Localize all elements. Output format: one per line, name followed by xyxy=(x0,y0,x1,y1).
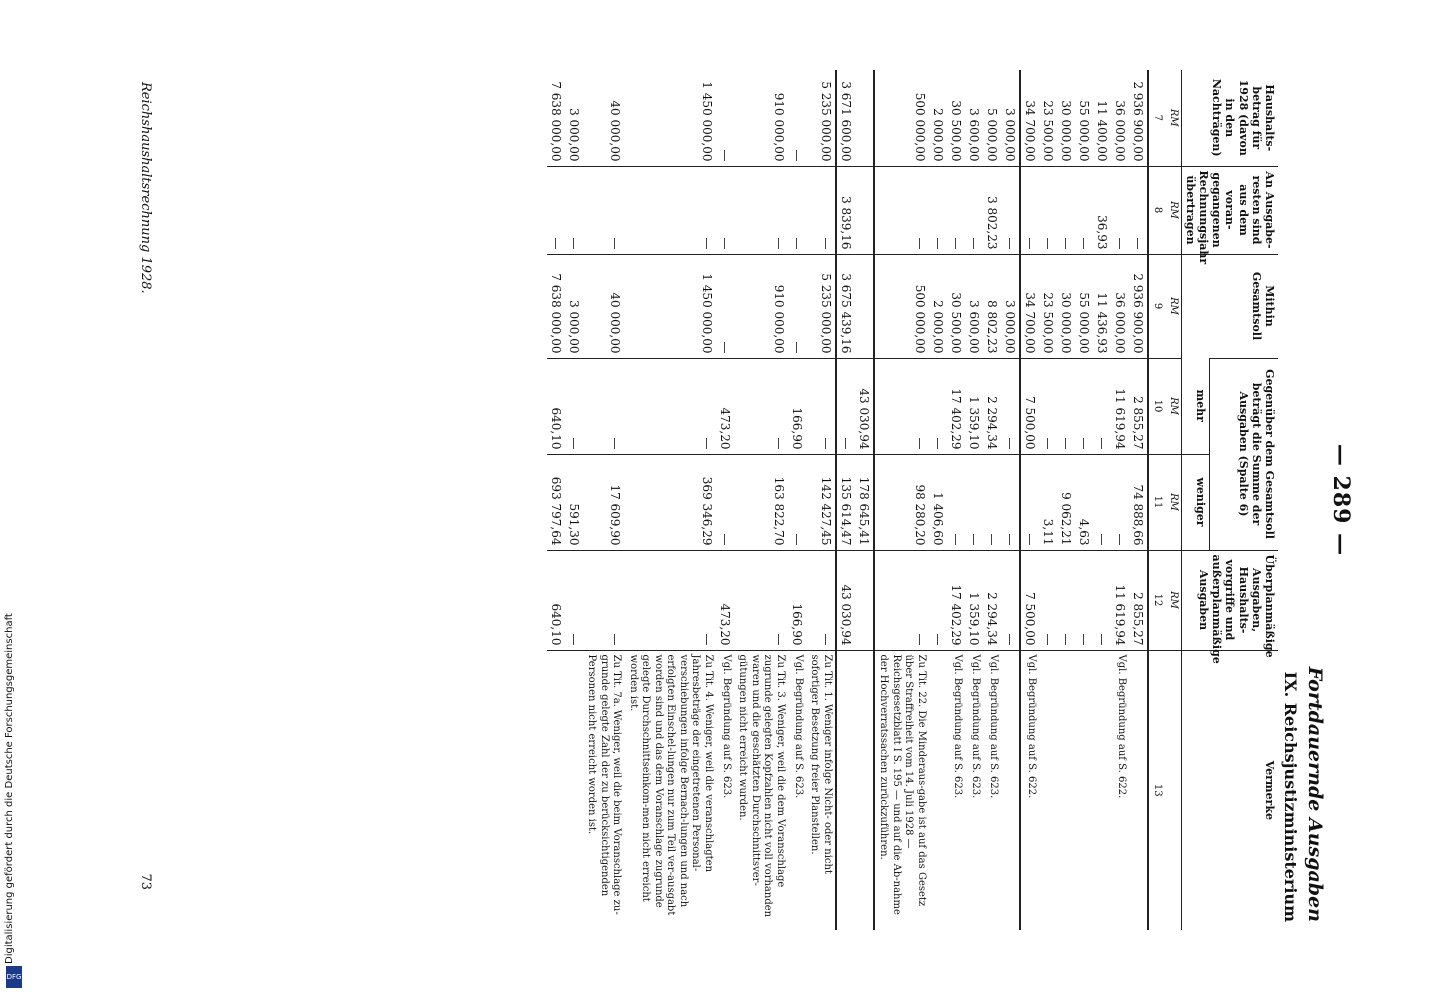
cell-c9: 1 450 000,00 xyxy=(624,254,716,358)
cell-c12: — xyxy=(1075,550,1093,650)
cell-c7: 3 600,00 xyxy=(966,108,981,162)
cell-c13 xyxy=(1001,650,1020,930)
cell-c12: 2 294,34 xyxy=(983,550,1001,650)
cell-c10: — xyxy=(1093,358,1111,454)
cell-c13 xyxy=(836,650,855,930)
cell-c8: — xyxy=(565,166,583,254)
dfg-sidebar xyxy=(4,4,26,994)
cell-c7: 3 000,00 xyxy=(566,108,581,162)
cell-c10: 11 619,94 xyxy=(1111,358,1129,454)
cell-c9 xyxy=(855,254,874,358)
cell-c8: — xyxy=(806,166,836,254)
cell-c9: 55 000,00 xyxy=(1075,254,1093,358)
cell-c10: — xyxy=(1075,358,1093,454)
scanned-sheet xyxy=(120,50,1360,950)
cell-c9: 2 936 900,00 xyxy=(1129,254,1148,358)
cell-c7: 36 000,00 xyxy=(1112,100,1127,162)
cell-c13 xyxy=(929,650,947,930)
cell-c12: — xyxy=(565,550,583,650)
cell-c11: 693 797,64 xyxy=(547,454,565,550)
cell-c7 xyxy=(855,70,874,166)
header-col12: Überplanmäßige Ausgaben, Haushalts-vorgriffe und außerplanmäßige Ausgaben xyxy=(1181,550,1278,650)
cell-c7: — xyxy=(789,149,804,162)
cell-c13: Vgl. Begründung auf S. 623. xyxy=(788,650,806,930)
page-title: Fortdauernde Ausgaben xyxy=(1304,666,1326,922)
cell-c11: 1 406,60 xyxy=(929,454,947,550)
table-body xyxy=(547,70,1148,930)
cell-c12 xyxy=(855,550,874,650)
cell-c10: 17 402,29 xyxy=(947,358,965,454)
page-number: — 289 — xyxy=(1328,443,1354,557)
cell-c7: 40 000,00 xyxy=(608,100,623,162)
cell-c13: Zu Tit. 7a. Weniger, weil die beim Voranschlage zu-grunde gelegte Zahl der zu berücksichtigenden Personen nicht erreicht worden ist. xyxy=(583,650,625,930)
cell-c11: — xyxy=(788,454,806,550)
cell-c10: — xyxy=(836,358,855,454)
cell-c13 xyxy=(855,650,874,930)
cell-c8: — xyxy=(874,166,929,254)
cell-c8: 3 802,23 xyxy=(983,166,1001,254)
column-number: 7 xyxy=(1148,70,1165,166)
cell-c8: 36,93 xyxy=(1093,166,1111,254)
cell-c12: 473,20 xyxy=(716,550,734,650)
unit-label: RM xyxy=(1165,254,1182,358)
budget-table-wrap xyxy=(278,70,1278,930)
table-row xyxy=(788,70,806,930)
cell-c10: 640,10 xyxy=(547,358,565,454)
table-row xyxy=(1075,70,1093,930)
cell-c13 xyxy=(1129,650,1148,930)
cell-c13 xyxy=(1075,650,1093,930)
cell-c13: Vgl. Begründung auf S. 623. xyxy=(965,650,983,930)
cell-c10: — xyxy=(565,358,583,454)
cell-c8: — xyxy=(716,166,734,254)
cell-c8: — xyxy=(1057,166,1075,254)
table-row xyxy=(929,70,947,930)
cell-c11: 9 062,21 xyxy=(1057,454,1075,550)
cell-c11: 369 346,29 xyxy=(624,454,716,550)
cell-c8: — xyxy=(1020,166,1039,254)
cell-c8: — xyxy=(788,166,806,254)
unit-label: RM xyxy=(1165,166,1182,254)
table-row xyxy=(1039,70,1057,930)
cell-c8: — xyxy=(734,166,788,254)
cell-c12: — xyxy=(1001,550,1020,650)
cell-c9: 23 500,00 xyxy=(1039,254,1057,358)
cell-c11: — xyxy=(983,454,1001,550)
table-row xyxy=(547,70,565,930)
cell-c12: 7 500,00 xyxy=(1020,550,1039,650)
header-col8: An Ausgabe-resten sind aus dem voran-gegangenen Rechnungsjahr übertragen xyxy=(1181,166,1278,254)
cell-c11: 98 280,20 xyxy=(874,454,929,550)
cell-c10: 166,90 xyxy=(788,358,806,454)
cell-c9: 3 600,00 xyxy=(965,254,983,358)
cell-c8: 3 839,16 xyxy=(836,166,855,254)
cell-c11: 3,11 xyxy=(1039,454,1057,550)
cell-c10: 2 294,34 xyxy=(983,358,1001,454)
cell-c12: 17 402,29 xyxy=(947,550,965,650)
cell-c9: 3 000,00 xyxy=(1001,254,1020,358)
cell-c12: 640,10 xyxy=(547,550,565,650)
table-row xyxy=(836,70,855,930)
footer-page: 73 xyxy=(138,873,153,890)
cell-c12: — xyxy=(734,550,788,650)
cell-c8: — xyxy=(1111,166,1129,254)
cell-c7: — xyxy=(717,149,732,162)
cell-c9: 8 802,23 xyxy=(983,254,1001,358)
cell-c7: 500 000,00 xyxy=(912,92,927,162)
unit-label: RM xyxy=(1165,358,1182,454)
cell-c7: 5 235 000,00 xyxy=(806,70,836,166)
cell-c12: — xyxy=(874,550,929,650)
cell-c13: Zu Tit. 1. Weniger infolge Nicht- oder nicht sofortiger Besetzung freier Planstellen. xyxy=(806,650,836,930)
cell-c10: — xyxy=(583,358,625,454)
column-number: 12 xyxy=(1148,550,1165,650)
cell-c13: Zu Tit. 3. Weniger, weil die dem Voranschlage zugrunde gelegten Kopfzahlen nicht voll vorhanden waren und die geschätzten Durchschnittsver-gütungen nicht erreicht wurden. xyxy=(734,650,788,930)
cell-c13: Vgl. Begründung auf S. 623. xyxy=(983,650,1001,930)
cell-c9: 3 675 439,16 xyxy=(836,254,855,358)
cell-c8: — xyxy=(947,166,965,254)
cell-c12: — xyxy=(806,550,836,650)
header-col10: mehr xyxy=(1181,358,1209,454)
cell-c8: — xyxy=(965,166,983,254)
cell-c13 xyxy=(547,650,565,930)
cell-c12: 166,90 xyxy=(788,550,806,650)
cell-c11: — xyxy=(1111,454,1129,550)
cell-c11: 163 822,70 xyxy=(734,454,788,550)
cell-c10: 1 359,10 xyxy=(965,358,983,454)
cell-c9: — xyxy=(716,254,734,358)
cell-c7: 910 000,00 xyxy=(771,92,786,162)
dfg-logo-icon: DFG xyxy=(6,966,22,988)
cell-c10: 473,20 xyxy=(716,358,734,454)
cell-c12: — xyxy=(929,550,947,650)
cell-c7: 2 000,00 xyxy=(930,108,945,162)
cell-c7: 7 638 000,00 xyxy=(548,81,563,162)
cell-c11: 142 427,45 xyxy=(806,454,836,550)
cell-c7: 3 000,00 xyxy=(1001,70,1020,166)
cell-c7: 2 936 900,00 xyxy=(1130,81,1145,162)
cell-c9: 11 436,93 xyxy=(1093,254,1111,358)
cell-c12: 11 619,94 xyxy=(1111,550,1129,650)
cell-c8: — xyxy=(547,166,565,254)
cell-c9: 3 000,00 xyxy=(565,254,583,358)
cell-c9: 36 000,00 xyxy=(1111,254,1129,358)
cell-c10: — xyxy=(624,358,716,454)
cell-c8: — xyxy=(583,166,625,254)
cell-c12: — xyxy=(1093,550,1111,650)
cell-c9: 30 000,00 xyxy=(1057,254,1075,358)
cell-c11: — xyxy=(1001,454,1020,550)
cell-c13 xyxy=(1093,650,1111,930)
cell-c12: — xyxy=(583,550,625,650)
cell-c7: 23 500,00 xyxy=(1040,100,1055,162)
cell-c7: 30 000,00 xyxy=(1058,100,1073,162)
cell-c10: 7 500,00 xyxy=(1020,358,1039,454)
cell-c8: — xyxy=(1129,166,1148,254)
column-number: 8 xyxy=(1148,166,1165,254)
cell-c11: — xyxy=(947,454,965,550)
cell-c7: 1 450 000,00 xyxy=(699,81,714,162)
cell-c8: — xyxy=(929,166,947,254)
cell-c11: — xyxy=(716,454,734,550)
table-row xyxy=(565,70,583,930)
cell-c7: 3 671 600,00 xyxy=(838,81,853,162)
unit-label: RM xyxy=(1165,550,1182,650)
cell-c8: — xyxy=(1075,166,1093,254)
budget-table xyxy=(547,70,1278,930)
table-row xyxy=(1057,70,1075,930)
cell-c8: — xyxy=(624,166,716,254)
cell-c10: — xyxy=(929,358,947,454)
unit-label: RM xyxy=(1167,108,1179,127)
cell-c13: Vgl. Begründung auf S. 622. xyxy=(1020,650,1039,930)
cell-c9: 5 235 000,00 xyxy=(806,254,836,358)
dfg-note: Digitalisierung gefördert durch die Deutsche Forschungsgemeinschaft xyxy=(4,613,15,964)
unit-label-empty xyxy=(1165,650,1182,930)
cell-c13 xyxy=(1057,650,1075,930)
table-row xyxy=(947,70,965,930)
cell-c9: 7 638 000,00 xyxy=(547,254,565,358)
cell-c13: Zu Tit. 22. Die Minderaus-gabe ist auf das Gesetz über Straffreiheit vom 14. Juli 1928 — Reichsgesetzblatt I S. 195 — und auf die Ab-nahme der Hochverratssachen zurückzuführen. xyxy=(874,650,929,930)
cell-c13: Zu Tit. 4. Weniger, weil die veranschlagten Jahresbeträge der eingetretenen Personal-verschiebungen infolge Bernach-lungen und nach erfolgten Einschel-lungen nur zum Teil ver-ausgabt worden sind und das dem Voranschlage zugrunde gelegte Durchschnittseinkom-men nicht erreicht worden ist. xyxy=(624,650,716,930)
cell-c11: — xyxy=(965,454,983,550)
cell-c12: — xyxy=(1039,550,1057,650)
cell-c7: 55 000,00 xyxy=(1076,100,1091,162)
cell-c11: 591,30 xyxy=(565,454,583,550)
header-col10-11-group: Gegenüber dem Gesamtsoll beträgt die Summe der Ausgaben (Spalte 6) xyxy=(1209,358,1278,550)
header-col7: Haushalts-betrag für 1928 (davon in den Nachträgen) xyxy=(1181,70,1278,166)
table-row xyxy=(965,70,983,930)
header-col11: weniger xyxy=(1181,454,1209,550)
table-row xyxy=(583,70,625,930)
cell-c9: 910 000,00 xyxy=(734,254,788,358)
cell-c11: 4,63 xyxy=(1075,454,1093,550)
cell-c10: 43 030,94 xyxy=(855,358,874,454)
cell-c11: — xyxy=(1020,454,1039,550)
cell-c9: 34 700,00 xyxy=(1020,254,1039,358)
cell-c10: — xyxy=(874,358,929,454)
table-row xyxy=(624,70,716,930)
table-row xyxy=(716,70,734,930)
table-row xyxy=(1001,70,1020,930)
cell-c11: 135 614,47 xyxy=(836,454,855,550)
column-number: 10 xyxy=(1148,358,1165,454)
cell-c11: 17 609,90 xyxy=(583,454,625,550)
cell-c10: — xyxy=(806,358,836,454)
table-row xyxy=(1093,70,1111,930)
cell-c9: 2 000,00 xyxy=(929,254,947,358)
cell-c7: 11 400,00 xyxy=(1094,100,1109,162)
cell-c13: Vgl. Begründung auf S. 622. xyxy=(1111,650,1129,930)
cell-c10: — xyxy=(1001,358,1020,454)
cell-c10: — xyxy=(1039,358,1057,454)
chapter-title: IX. Reichsjustizministerium xyxy=(1281,671,1300,922)
cell-c10: — xyxy=(1057,358,1075,454)
table-row xyxy=(1111,70,1129,930)
footer-title: Reichshaushaltsrechnung 1928. xyxy=(138,82,153,294)
cell-c9: — xyxy=(788,254,806,358)
table-row xyxy=(806,70,836,930)
cell-c9: 500 000,00 xyxy=(874,254,929,358)
cell-c13 xyxy=(1039,650,1057,930)
table-row xyxy=(1020,70,1039,930)
cell-c7: 30 500,00 xyxy=(948,100,963,162)
cell-c13: Vgl. Begründung auf S. 623. xyxy=(947,650,965,930)
cell-c10: — xyxy=(734,358,788,454)
table-row xyxy=(855,70,874,930)
table-row xyxy=(734,70,788,930)
cell-c11: 74 888,66 xyxy=(1129,454,1148,550)
table-row xyxy=(874,70,929,930)
column-number: 9 xyxy=(1148,254,1165,358)
cell-c8: — xyxy=(1039,166,1057,254)
cell-c8: — xyxy=(1001,166,1020,254)
header-col9: Mithin Gesamtsoll xyxy=(1181,254,1278,358)
table-row xyxy=(1129,70,1148,930)
cell-c12: 1 359,10 xyxy=(965,550,983,650)
cell-c9: 40 000,00 xyxy=(583,254,625,358)
cell-c13 xyxy=(565,650,583,930)
cell-c11: — xyxy=(1093,454,1111,550)
cell-c7: 34 700,00 xyxy=(1022,100,1037,162)
cell-c12: — xyxy=(624,550,716,650)
rotated-page xyxy=(120,70,1360,930)
cell-c13: Vgl. Begründung auf S. 623. xyxy=(716,650,734,930)
cell-c9: 30 500,00 xyxy=(947,254,965,358)
cell-c12: — xyxy=(1057,550,1075,650)
cell-c12: 2 855,27 xyxy=(1129,550,1148,650)
cell-c12: 43 030,94 xyxy=(836,550,855,650)
column-number: 13 xyxy=(1148,650,1165,930)
cell-c7: 5 000,00 xyxy=(984,108,999,162)
cell-c8 xyxy=(855,166,874,254)
cell-c10: 2 855,27 xyxy=(1129,358,1148,454)
cell-c11: 178 645,41 xyxy=(855,454,874,550)
column-number: 11 xyxy=(1148,454,1165,550)
unit-label: RM xyxy=(1165,454,1182,550)
header-col13: Vermerke xyxy=(1181,650,1278,930)
table-row xyxy=(983,70,1001,930)
